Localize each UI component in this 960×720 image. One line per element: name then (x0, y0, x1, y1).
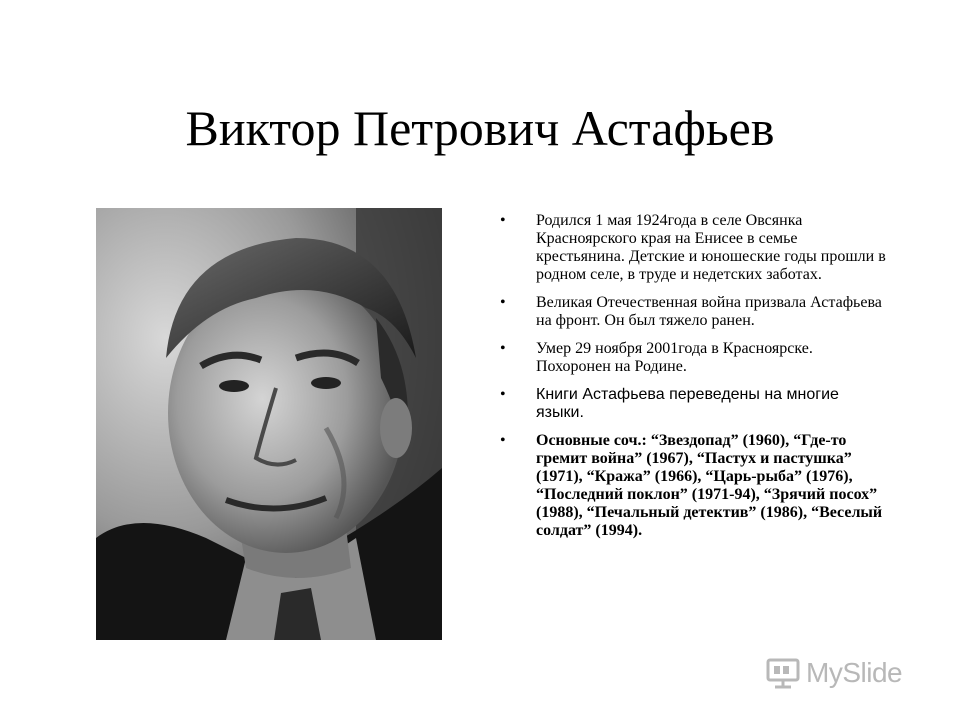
bullet-text: Умер 29 ноября 2001года в Красноярске. Похоронен на Родине. (536, 340, 813, 375)
portrait-photo (96, 208, 442, 640)
bullet-dot: • (500, 340, 506, 357)
bullet-item (498, 294, 888, 330)
watermark-text: MySlide (806, 657, 903, 688)
bullet-item (498, 386, 888, 422)
bullet-text: Книги Астафьева переведены на многие языки. (536, 386, 839, 421)
bullet-text: Великая Отечественная война призвала Астафьева на фронт. Он был тяжело ранен. (536, 294, 882, 329)
bullet-dot: • (500, 212, 506, 229)
slide-title: Виктор Петрович Астафьев (185, 100, 775, 156)
presentation-icon (766, 657, 800, 689)
bullet-text: Основные соч.: “Звездопад” (1960), “Где-то гремит война” (1967), “Пастух и пастушка” (1971), “Кража” (1966), “Царь-рыба” (1976), “Последний поклон” (1971-94), “Зрячий посох” (1988), “Печальный детектив” (1986), “Веселый солдат” (1994). (536, 432, 883, 539)
bullet-dot: • (500, 294, 506, 311)
bullet-item (498, 340, 888, 376)
bullet-dot: • (500, 432, 506, 449)
bullet-dot: • (500, 386, 506, 403)
bullet-item (498, 212, 888, 284)
bullet-text: Родился 1 мая 1924года в селе Овсянка Красноярского края на Енисее в семье крестьянина. Детские и юношеские годы прошли в родном селе, в труде и недетских заботах. (536, 212, 886, 283)
bullet-item (498, 432, 888, 540)
watermark (766, 656, 902, 690)
bullet-list (498, 212, 888, 550)
